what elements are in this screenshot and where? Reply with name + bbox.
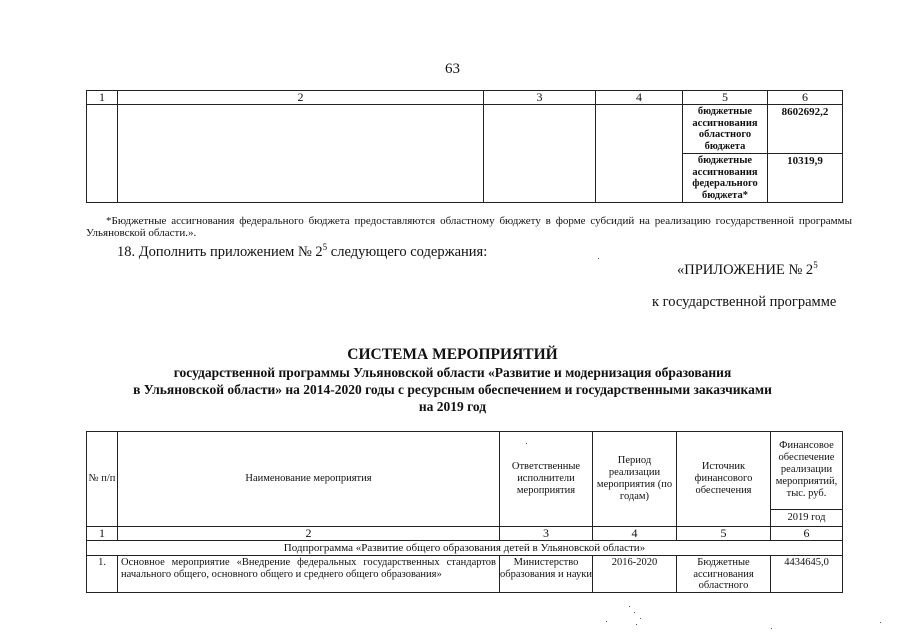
header-finance-year: 2019 год	[771, 509, 843, 526]
appendix-subtitle: к государственной программе	[652, 294, 837, 310]
row-executor: Министерство образования и науки	[500, 556, 593, 593]
main-table	[86, 431, 843, 593]
footnote: *Бюджетные ассигнования федерального бюджета предоставляются областному бюджету в форме субсидий на реализацию государственной программы Ульяновской области.».	[86, 215, 852, 239]
row-period: 2016-2020	[593, 556, 677, 593]
appendix-heading	[677, 260, 818, 279]
scan-speck	[606, 621, 607, 622]
budget-amount: 8602692,2	[768, 105, 843, 154]
title-line-0: СИСТЕМА МЕРОПРИЯТИЙ	[347, 346, 558, 363]
top-col-4: 4	[596, 91, 683, 105]
scan-speck	[526, 443, 527, 444]
subprogram-row	[87, 541, 843, 556]
header-name: Наименование мероприятия	[118, 432, 500, 527]
header-source: Источник финансового обеспечения	[677, 432, 771, 527]
title-line-2: в Ульяновской области» на 2014-2020 годы с ресурсным обеспечением и государственными заказчиками	[133, 382, 772, 397]
document-title	[0, 346, 905, 415]
paragraph-18-sup: 5	[322, 242, 328, 252]
top-col-3: 3	[484, 91, 596, 105]
col-number: 1	[87, 527, 118, 541]
empty-cell	[87, 105, 118, 203]
scan-speck	[629, 606, 630, 607]
appendix-heading-sup: 5	[813, 260, 818, 270]
row-num: 1.	[87, 556, 118, 593]
table-row	[87, 556, 843, 593]
main-header-row	[87, 432, 843, 510]
header-num: № п/п	[87, 432, 118, 527]
scan-speck	[636, 624, 637, 625]
header-period: Период реализации мероприятия (по годам)	[593, 432, 677, 527]
appendix-heading-text: «ПРИЛОЖЕНИЕ № 2	[677, 261, 814, 278]
col-number: 4	[593, 527, 677, 541]
scan-speck	[880, 622, 881, 623]
paragraph-18-tail: следующего содержания:	[327, 243, 488, 260]
budget-source-label: бюджетные ассигнования федерального бюджета*	[683, 154, 768, 203]
budget-amount: 10319,9	[768, 154, 843, 203]
col-number: 2	[118, 527, 500, 541]
title-line-1: государственной программы Ульяновской области «Развитие и модернизация образования	[173, 365, 732, 380]
budget-source-label: бюджетные ассигнования областного бюджета	[683, 105, 768, 154]
top-table	[86, 90, 843, 203]
empty-cell	[484, 105, 596, 203]
header-finance: Финансовое обеспечение реализации мероприятий, тыс. руб.	[771, 432, 843, 510]
table-row	[87, 105, 843, 154]
empty-cell	[596, 105, 683, 203]
row-source: Бюджетные ассигнования областного	[677, 556, 771, 593]
subprogram-title: Подпрограмма «Развитие общего образования детей в Ульяновской области»	[87, 541, 843, 556]
row-amount: 4434645,0	[771, 556, 843, 593]
row-name: Основное мероприятие «Внедрение федеральных государственных стандартов начального общего, основного общего и среднего общего образования»	[118, 556, 500, 593]
title-line-3: на 2019 год	[418, 399, 487, 414]
top-col-6: 6	[768, 91, 843, 105]
empty-cell	[118, 105, 484, 203]
page-number: 63	[445, 61, 460, 77]
col-number: 6	[771, 527, 843, 541]
scan-speck	[634, 612, 635, 613]
top-col-5: 5	[683, 91, 768, 105]
column-number-row	[87, 527, 843, 541]
top-col-1: 1	[87, 91, 118, 105]
top-table-header-row	[87, 91, 843, 105]
header-executors: Ответственные исполнители мероприятия	[500, 432, 593, 527]
paragraph-18-text: 18. Дополнить приложением № 2	[117, 243, 323, 260]
paragraph-18	[117, 242, 487, 261]
scan-speck	[771, 628, 772, 629]
col-number: 3	[500, 527, 593, 541]
col-number: 5	[677, 527, 771, 541]
scan-speck	[640, 618, 641, 619]
scan-speck	[598, 258, 599, 259]
top-col-2: 2	[118, 91, 484, 105]
